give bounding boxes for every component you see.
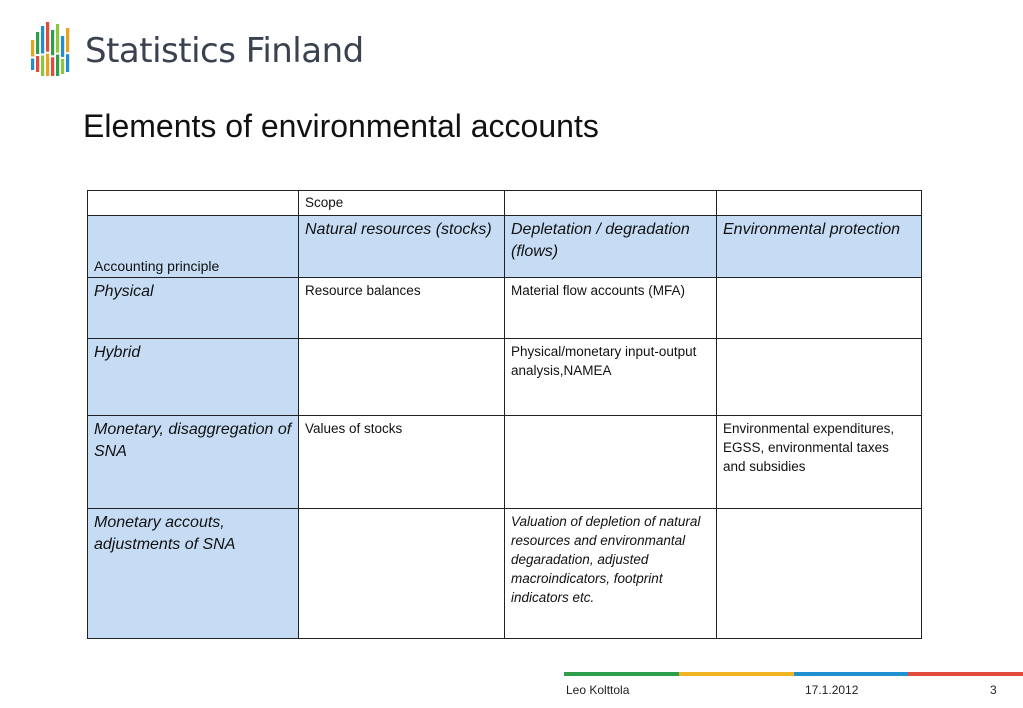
- table-row: [88, 509, 922, 639]
- table-cell: [299, 339, 505, 416]
- logo-bar: [51, 30, 54, 55]
- logo-bar: [41, 26, 44, 54]
- table-cell: Values of stocks: [299, 416, 505, 509]
- table-row: [88, 416, 922, 509]
- footer-page-number: 3: [990, 683, 997, 697]
- logo-bar: [66, 28, 69, 52]
- row-principle: Physical: [88, 278, 299, 339]
- page-title: Elements of environmental accounts: [83, 108, 599, 144]
- table-cell: Valuation of depletion of natural resources and environmantal degaradation, adjusted macroindicators, footprint indicators etc.: [505, 509, 717, 639]
- footer-bar-segment: [564, 672, 679, 676]
- table-cell: Resource balances: [299, 278, 505, 339]
- table-row: [88, 339, 922, 416]
- footer-bar-segment: [908, 672, 1023, 676]
- footer-date: 17.1.2012: [805, 683, 859, 697]
- row-principle: Monetary, disaggregation of SNA: [88, 416, 299, 509]
- row-principle: Hybrid: [88, 339, 299, 416]
- logo-bar: [61, 36, 64, 57]
- logo-bar: [61, 59, 64, 74]
- scope-header-flows: Depletation / degradation (flows): [505, 216, 717, 278]
- table-cell: [299, 509, 505, 639]
- logo-bar: [31, 59, 34, 71]
- logo-bar: [41, 56, 44, 77]
- table-cell: Physical/monetary input-output analysis,NAMEA: [505, 339, 717, 416]
- table-cell: [717, 278, 922, 339]
- logo-text: Statistics Finland: [85, 31, 364, 71]
- scope-header-stocks: Natural resources (stocks): [299, 216, 505, 278]
- footer-color-bar: [564, 672, 1023, 676]
- table-cell: [717, 509, 922, 639]
- table-cell: Material flow accounts (MFA): [505, 278, 717, 339]
- accounting-principle-label: Accounting principle: [88, 216, 299, 278]
- logo-bar: [56, 55, 59, 76]
- logo-bar: [66, 54, 69, 72]
- logo-bar: [31, 40, 34, 57]
- logo-bar: [56, 24, 59, 53]
- table-row: [88, 278, 922, 339]
- logo-bar: [46, 22, 49, 52]
- scope-label: Scope: [299, 191, 505, 216]
- scope-header-protection: Environmental protection: [717, 216, 922, 278]
- accounts-table: [87, 190, 922, 639]
- footer-author: Leo Kolttola: [566, 683, 630, 697]
- empty-header-cell: [505, 191, 717, 216]
- logo-bar: [36, 56, 39, 72]
- scope-row: [88, 191, 922, 216]
- statistics-finland-logo: [31, 22, 364, 80]
- table-cell: [505, 416, 717, 509]
- logo-bars-icon: [31, 22, 81, 80]
- table-cell: Environmental expenditures, EGSS, environmental taxes and subsidies: [717, 416, 922, 509]
- logo-bar: [51, 57, 54, 76]
- table-cell: [717, 339, 922, 416]
- footer-bar-segment: [794, 672, 909, 676]
- empty-header-cell: [88, 191, 299, 216]
- scope-header-row: [88, 216, 922, 278]
- logo-bar: [36, 32, 39, 54]
- footer-bar-segment: [679, 672, 794, 676]
- logo-bar: [46, 54, 49, 76]
- row-principle: Monetary accouts, adjustments of SNA: [88, 509, 299, 639]
- empty-header-cell: [717, 191, 922, 216]
